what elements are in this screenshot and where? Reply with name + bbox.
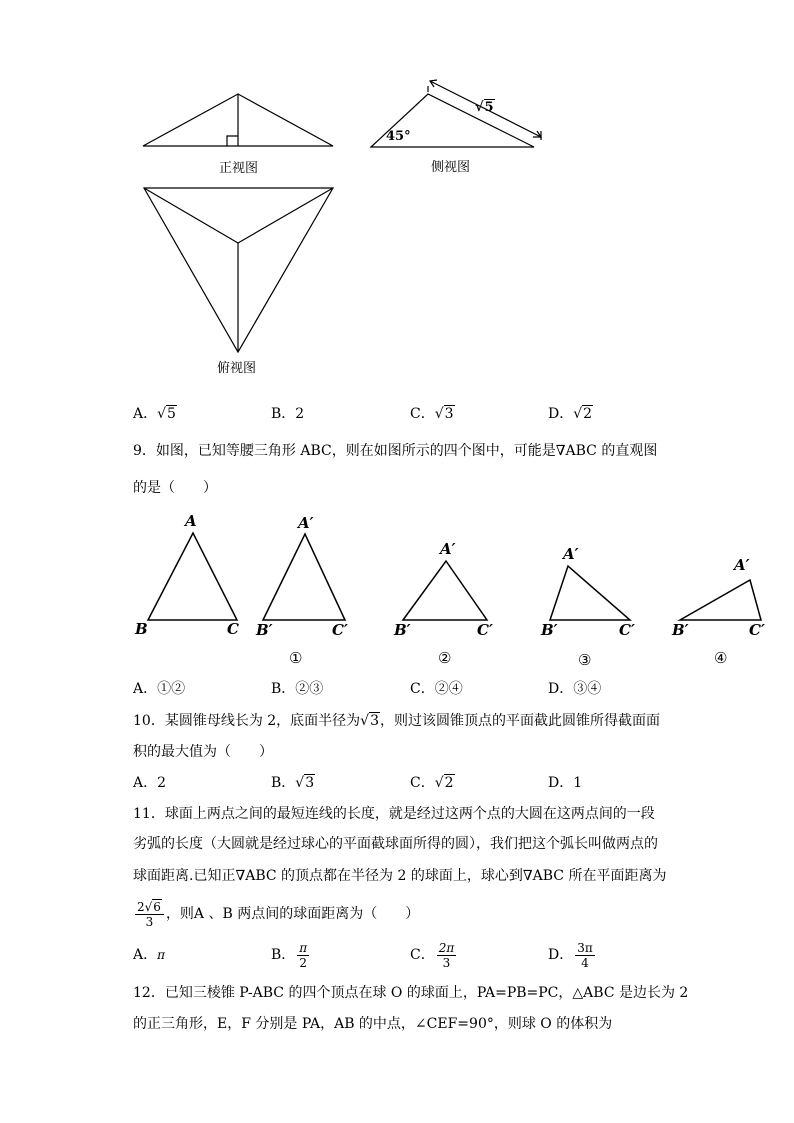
sqrt-symbol: √2 <box>434 775 454 791</box>
sqrt-symbol: √3 <box>295 775 315 791</box>
tri3-label-a: A′ <box>563 545 579 563</box>
q9-option-d[interactable]: D．③④ <box>548 681 602 697</box>
sqrt-symbol: √2 <box>573 406 593 422</box>
q11-line-1: 11．球面上两点之间的最短连线的长度，就是经过这两个点的大圆在这两点间的一段 <box>133 806 655 822</box>
front-view-label: 正视图 <box>219 160 259 175</box>
q8-option-d[interactable]: D．√2 <box>548 406 593 422</box>
q9-line-2: 的是（ ） <box>133 480 217 496</box>
q9-option-c[interactable]: C．②④ <box>410 681 463 697</box>
tri2-label-a: A′ <box>440 540 456 558</box>
q12-line-2: 的正三角形，E，F 分别是 PA，AB 的中点，∠CEF=90°，则球 O 的体积为 <box>133 1016 613 1032</box>
q11-option-a[interactable]: A．π <box>133 947 166 963</box>
tri2-label-b: B′ <box>394 621 411 639</box>
sqrt-symbol: √5 <box>157 406 176 422</box>
triangle-original <box>148 533 237 620</box>
q11-option-d[interactable]: D． $\frac{3\pi}{4}$ <box>548 940 593 970</box>
figure-number-3: ③ <box>578 651 592 669</box>
side-length-label <box>475 100 495 115</box>
front-view <box>143 94 333 146</box>
q11-option-b[interactable]: B． $\frac{\pi}{2}$ <box>271 940 308 970</box>
tri4-label-b: B′ <box>672 621 689 639</box>
q9-option-a[interactable]: A．①② <box>133 681 186 697</box>
q10-option-a[interactable]: A．2 <box>133 775 167 791</box>
sqrt-symbol: √5 <box>475 100 494 115</box>
figure-number-4: ④ <box>714 649 728 667</box>
triangle-1 <box>263 534 345 620</box>
q11-line-3: 球面距离.已知正∇ABC 的顶点都在半径为 2 的球面上，球心到∇ABC 所在平面距离为 <box>133 868 667 884</box>
q10-line-2: 积的最大值为（ ） <box>133 744 273 760</box>
q10-option-b[interactable]: B．√3 <box>271 775 315 791</box>
q8-option-a[interactable]: A．√5 <box>133 406 176 422</box>
tri4-label-c: C′ <box>749 621 765 639</box>
figure-number-2: ② <box>438 649 452 667</box>
tri1-label-c: C′ <box>332 621 348 639</box>
tri2-label-c: C′ <box>477 621 493 639</box>
top-view <box>144 188 333 352</box>
triangle-3 <box>550 566 630 620</box>
q8-option-b[interactable]: B．2 <box>271 406 305 422</box>
angle-label: 45° <box>386 129 411 144</box>
sqrt-symbol: √3 <box>360 713 380 729</box>
q8-option-c[interactable]: C．√3 <box>410 406 454 422</box>
q10-option-c[interactable]: C．√2 <box>410 775 454 791</box>
q12-line-1: 12．已知三棱锥 P-ABC 的四个顶点在球 O 的球面上，PA=PB=PC，△ABC 是边长为 2 <box>133 985 689 1001</box>
tri0-label-a: A <box>185 512 197 530</box>
tri1-label-a: A′ <box>298 514 314 532</box>
figure-number-1: ① <box>289 649 303 667</box>
tri3-label-c: C′ <box>619 621 635 639</box>
q10-line-1: 10．某圆锥母线长为 2，底面半径为√3，则过该圆锥顶点的平面截此圆锥所得截面面 <box>133 713 661 729</box>
q9-line-1: 9．如图，已知等腰三角形 ABC，则在如图所示的四个图中，可能是∇ABC 的直观图 <box>133 443 658 459</box>
tri3-label-b: B′ <box>541 621 558 639</box>
sqrt-symbol: √3 <box>434 406 454 422</box>
tri4-label-a: A′ <box>734 556 750 574</box>
triangle-2 <box>403 561 487 620</box>
q11-line-2: 劣弧的长度（大圆就是经过球心的平面截球面所得的圆），我们把这个弧长叫做两点的 <box>133 836 658 852</box>
side-view-label: 侧视图 <box>431 159 471 174</box>
q11-option-c[interactable]: C． $\frac{2\pi}{3}$ <box>410 940 455 970</box>
q9-option-b[interactable]: B．②③ <box>271 681 324 697</box>
tri1-label-b: B′ <box>256 621 273 639</box>
top-view-label: 俯视图 <box>217 360 257 375</box>
tri0-label-b: B <box>135 620 148 638</box>
q11-line-4: $\frac{2√6}{3}$ ，则A 、B 两点间的球面距离为（ ） <box>137 899 420 929</box>
q10-option-d[interactable]: D．1 <box>548 775 583 791</box>
tri0-label-c: C <box>227 620 239 638</box>
q9-triangles-figure <box>0 510 794 670</box>
triangle-4 <box>680 580 761 620</box>
three-view-figure <box>0 0 794 400</box>
fraction-2sqrt6-over-3: $\frac{2√6}{3}$ <box>135 900 164 929</box>
